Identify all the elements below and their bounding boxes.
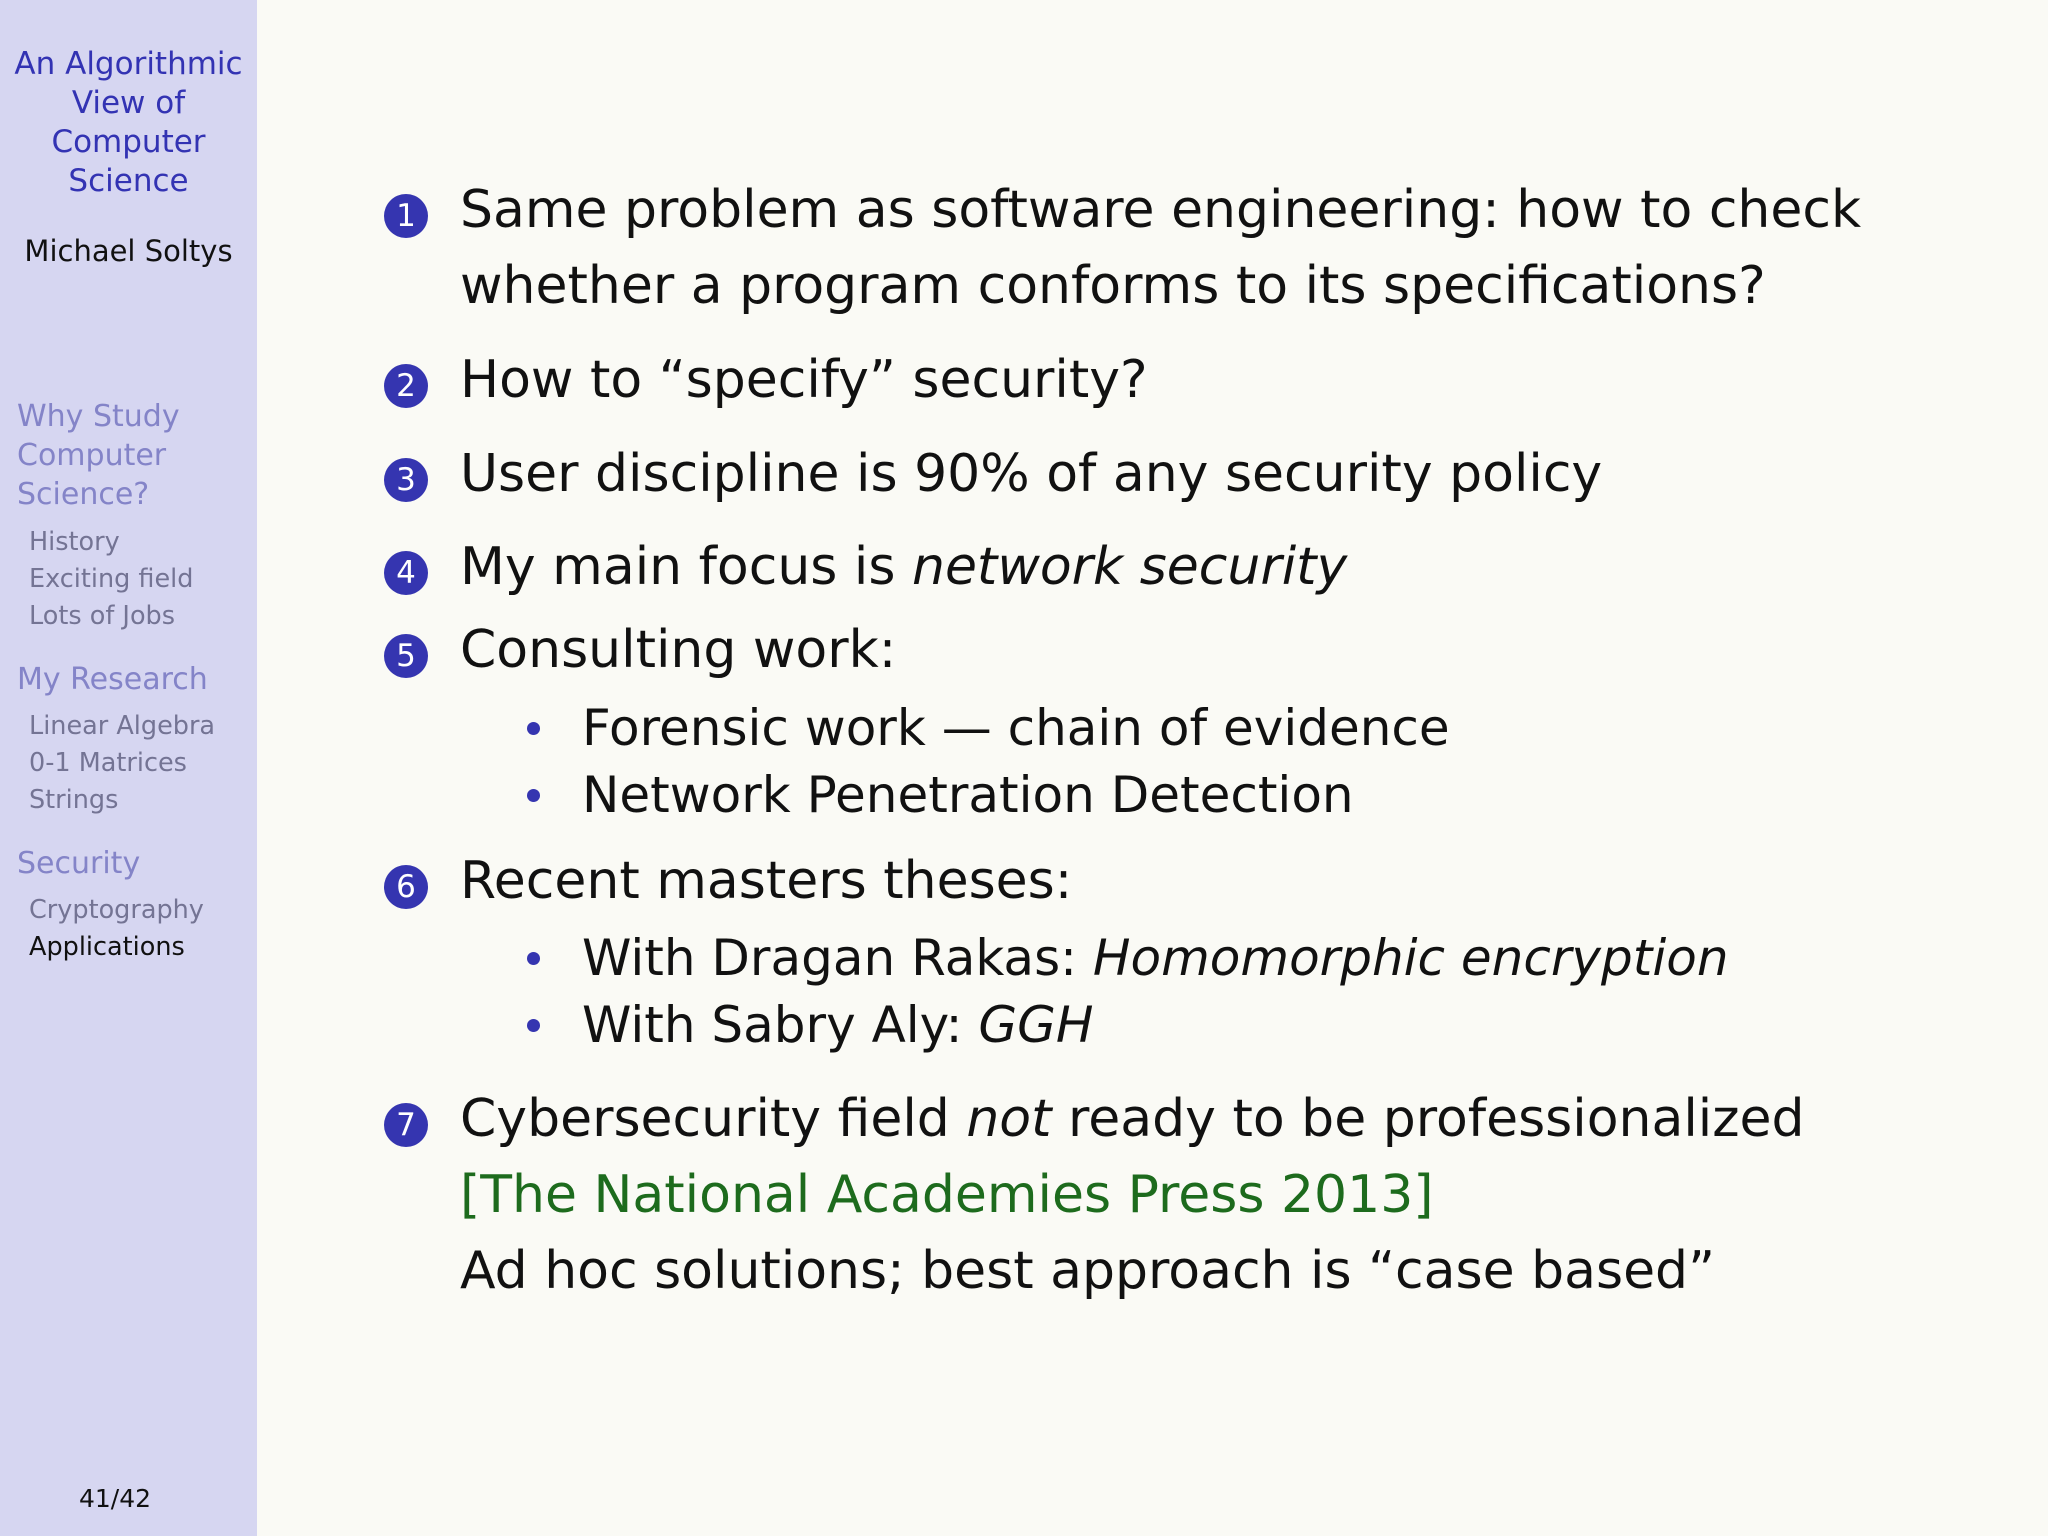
bullet-dot-icon: [527, 952, 540, 965]
item-text-emphasis: network security: [911, 537, 1348, 597]
bullet-text: With Sabry Aly:: [582, 996, 979, 1054]
sidebar-item-lots-of-jobs[interactable]: Lots of Jobs: [29, 601, 176, 631]
item-text: Consulting work:: [460, 620, 897, 680]
title-line: An Algorithmic: [14, 46, 243, 82]
item-text-prefix: Cybersecurity field: [460, 1089, 967, 1149]
title-line: Science: [68, 163, 189, 199]
sidebar-item-strings[interactable]: Strings: [29, 785, 119, 815]
item-text: Same problem as software engineering: how to check: [460, 180, 1862, 240]
sidebar-navigation: [0, 0, 257, 1536]
bullet-dot-icon: [527, 1019, 540, 1032]
bullet-text: With Dragan Rakas:: [582, 929, 1093, 987]
section-label-line: Computer: [17, 438, 167, 473]
bullet-text: Forensic work — chain of evidence: [582, 699, 1450, 757]
item-number-badge: 5: [384, 634, 428, 678]
item-number-badge: 1: [384, 194, 428, 238]
item-text: Ad hoc solutions; best approach is “case based”: [460, 1241, 1716, 1301]
sidebar-section-why-study[interactable]: [17, 397, 247, 514]
bullet-text: Network Penetration Detection: [582, 766, 1354, 824]
sidebar-section-my-research[interactable]: [17, 660, 247, 699]
item-text: Recent masters theses:: [460, 851, 1073, 911]
title-line: Computer: [51, 124, 206, 160]
item-number-badge: 3: [384, 458, 428, 502]
bullet-dot-icon: [527, 789, 540, 802]
page-number: 41/42: [78, 1484, 152, 1513]
bullet-emphasis: GGH: [978, 996, 1094, 1054]
item-text: User discipline is 90% of any security policy: [460, 444, 1603, 504]
presentation-title[interactable]: [0, 45, 257, 201]
bullet-item: [527, 925, 1727, 992]
item-number-badge: 2: [384, 364, 428, 408]
consulting-bullet-list: [527, 695, 1727, 829]
item-text: How to “specify” security?: [460, 350, 1148, 410]
sidebar-item-linear-algebra[interactable]: Linear Algebra: [29, 711, 216, 741]
item-text-suffix: ready to be professionalized: [1051, 1089, 1805, 1149]
item-text: [460, 529, 1820, 605]
sidebar-item-cryptography[interactable]: Cryptography: [29, 895, 204, 925]
slide-content: [257, 0, 2048, 1536]
theses-bullet-list: [527, 925, 1727, 1059]
sidebar-item-history[interactable]: History: [29, 527, 120, 557]
title-line: View of: [71, 85, 186, 121]
bullet-item: [527, 992, 1727, 1059]
citation-link[interactable]: [The National Academies Press 2013]: [460, 1165, 1434, 1225]
bullet-item: [527, 695, 1727, 762]
item-text-prefix: My main focus is: [460, 537, 912, 597]
item-number-badge: 4: [384, 551, 428, 595]
section-label-line: Science?: [17, 477, 150, 512]
bullet-dot-icon: [527, 722, 540, 735]
section-label-line: My Research: [17, 662, 208, 697]
sidebar-item-exciting-field[interactable]: Exciting field: [29, 564, 194, 594]
bullet-item: [527, 762, 1727, 829]
sidebar-item-applications[interactable]: Applications: [29, 932, 185, 962]
section-label-line: Why Study: [17, 399, 180, 434]
item-number-badge: 7: [384, 1103, 428, 1147]
item-text: [460, 1081, 1820, 1157]
bullet-emphasis: Homomorphic encryption: [1092, 929, 1729, 987]
item-number-badge: 6: [384, 865, 428, 909]
sidebar-section-security[interactable]: [17, 844, 247, 883]
section-label-line: Security: [17, 846, 141, 881]
author-name: Michael Soltys: [24, 234, 233, 268]
item-text: whether a program conforms to its specifications?: [460, 256, 1766, 316]
sidebar-item-0-1-matrices[interactable]: 0-1 Matrices: [29, 748, 187, 778]
item-text-emphasis: not: [966, 1089, 1052, 1149]
